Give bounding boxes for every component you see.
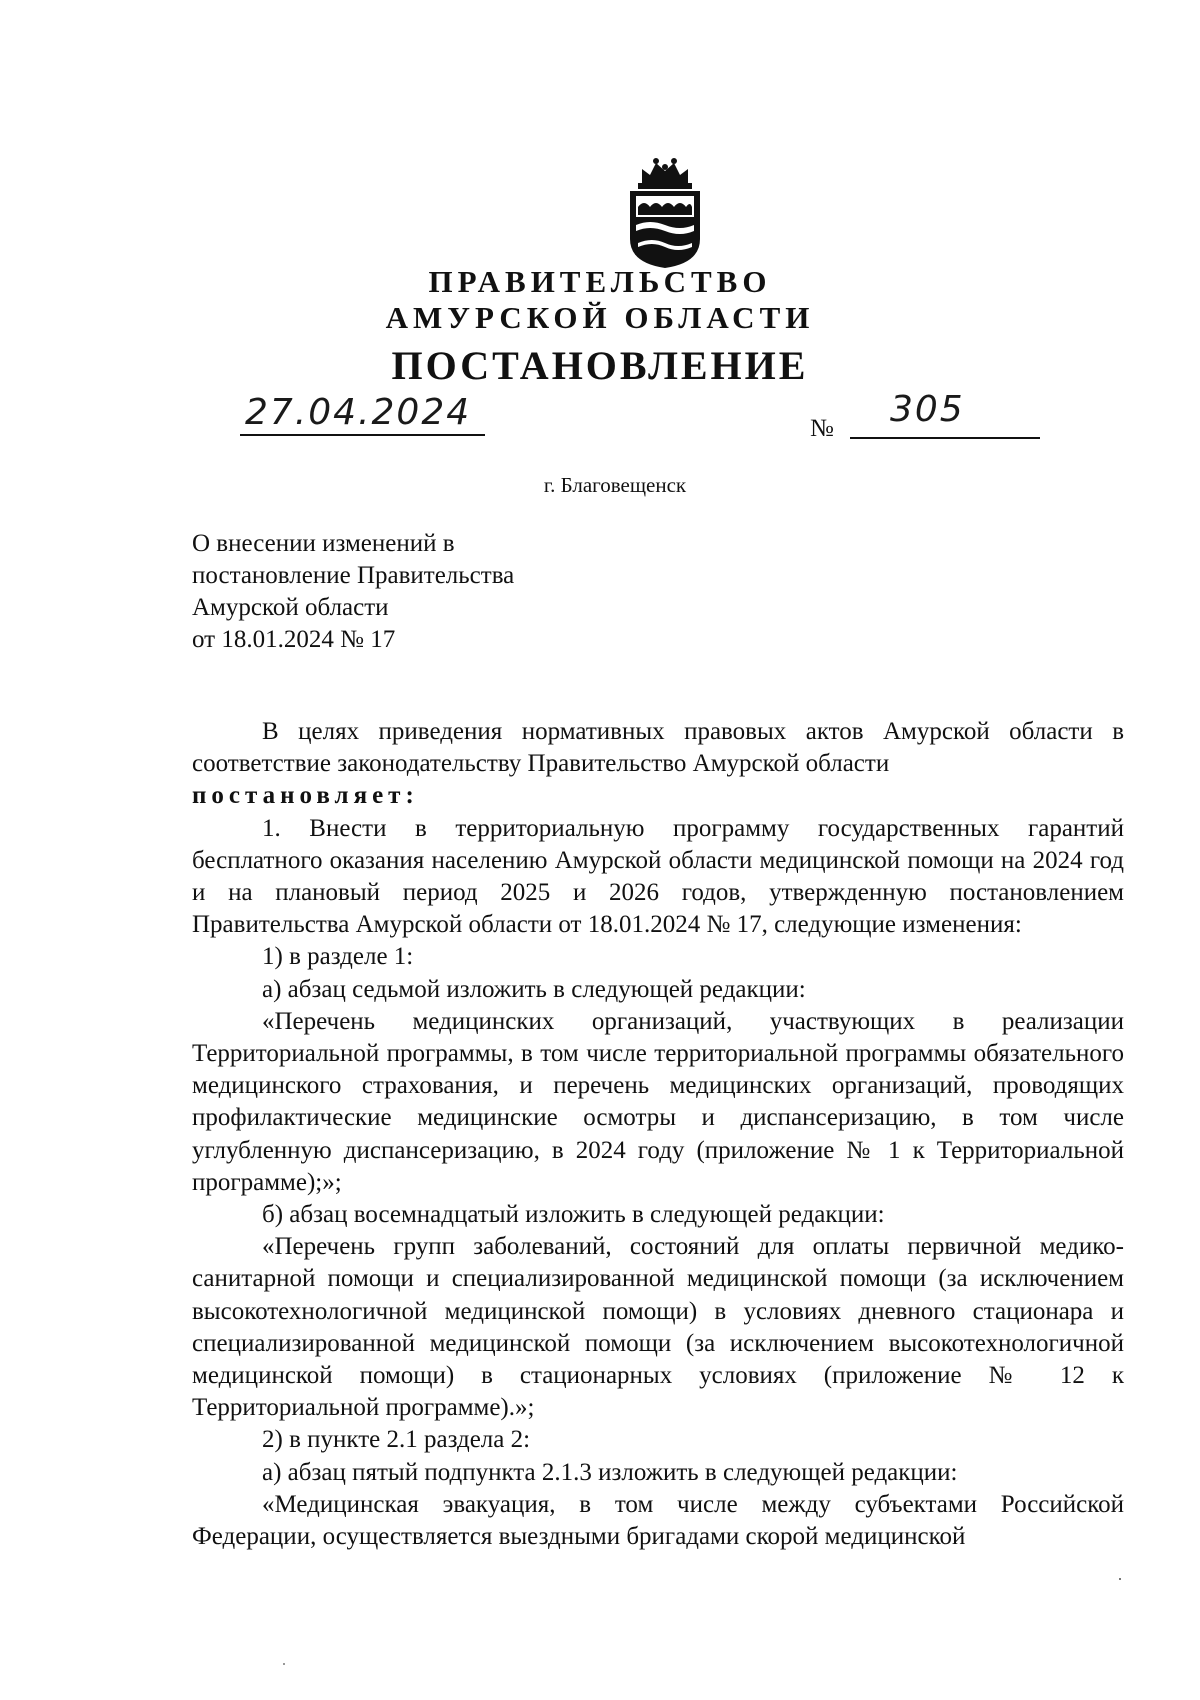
document-subject [192,528,642,656]
organization-name-line-1: ПРАВИТЕЛЬСТВО [428,264,772,299]
coat-of-arms-icon [620,155,710,270]
body-paragraph: 1) в разделе 1: [262,943,414,971]
organization-name-line-2: АМУРСКОЙ ОБЛАСТИ [385,300,815,335]
body-paragraph: «Медицинская эвакуация, в том числе между субъектами Российской Федерации, осуществляется выездными бригадами скорой медицинской [192,1490,1124,1551]
body-paragraph: «Перечень медицинских организаций, участвующих в реализации Территориальной программы, в том числе территориальной программы обязательного медицинского страхования, и перечень медицинских организаций, проводящих профилактические медицинские осмотры и диспансеризацию, в том числе углубленную диспансеризацию, в 2024 году (приложение № 1 к Территориальной программе);»; [192,1007,1124,1196]
date-underline [240,434,485,436]
number-sign: № [810,415,834,442]
document-body [192,716,1124,1553]
body-paragraph: а) абзац пятый подпункта 2.1.3 изложить в следующей редакции: [262,1458,958,1486]
city-line: г. Благовещенск [543,473,687,497]
subject-line: от 18.01.2024 № 17 [192,626,396,653]
body-paragraph: а) абзац седьмой изложить в следующей редакции: [262,975,806,1003]
handwritten-document-number: 305 [890,389,965,430]
body-paragraph: б) абзац восемнадцатый изложить в следующей редакции: [262,1201,885,1229]
preamble-paragraph: В целях приведения нормативных правовых актов Амурской области в соответствие законодательству Правительство Амурской области [192,718,1124,778]
subject-line: Амурской области [192,594,389,621]
number-underline [850,437,1040,439]
document-type-title: ПОСТАНОВЛЕНИЕ [391,343,809,388]
body-paragraph: «Перечень групп заболеваний, состояний для оплаты первичной медико-санитарной помощи и специализированной медицинской помощи (за исключением высокотехнологичной медицинской помощи) в условиях дневного стационара и специализированной медицинской помощи (за исключением высокотехнологичной медицинской помощи) в стационарных условиях (приложение № 12 к Территориальной программе).»; [192,1233,1124,1422]
body-paragraph: 1. Внести в территориальную программу государственных гарантий бесплатного оказания населению Амурской области медицинской помощи на 2024 год и на плановый период 2025 и 2026 годов, утвержденную постановлением Правительства Амурской области от 18.01.2024 № 17, следующие изменения: [192,814,1124,939]
subject-line: постановление Правительства [192,562,515,589]
subject-line: О внесении изменений в [192,530,455,557]
decree-word: постановляет: [192,782,419,810]
scan-speck [1119,1578,1121,1580]
handwritten-date: 27.04.2024 [245,392,472,433]
scan-speck [283,1663,285,1665]
body-paragraph: 2) в пункте 2.1 раздела 2: [262,1426,531,1454]
